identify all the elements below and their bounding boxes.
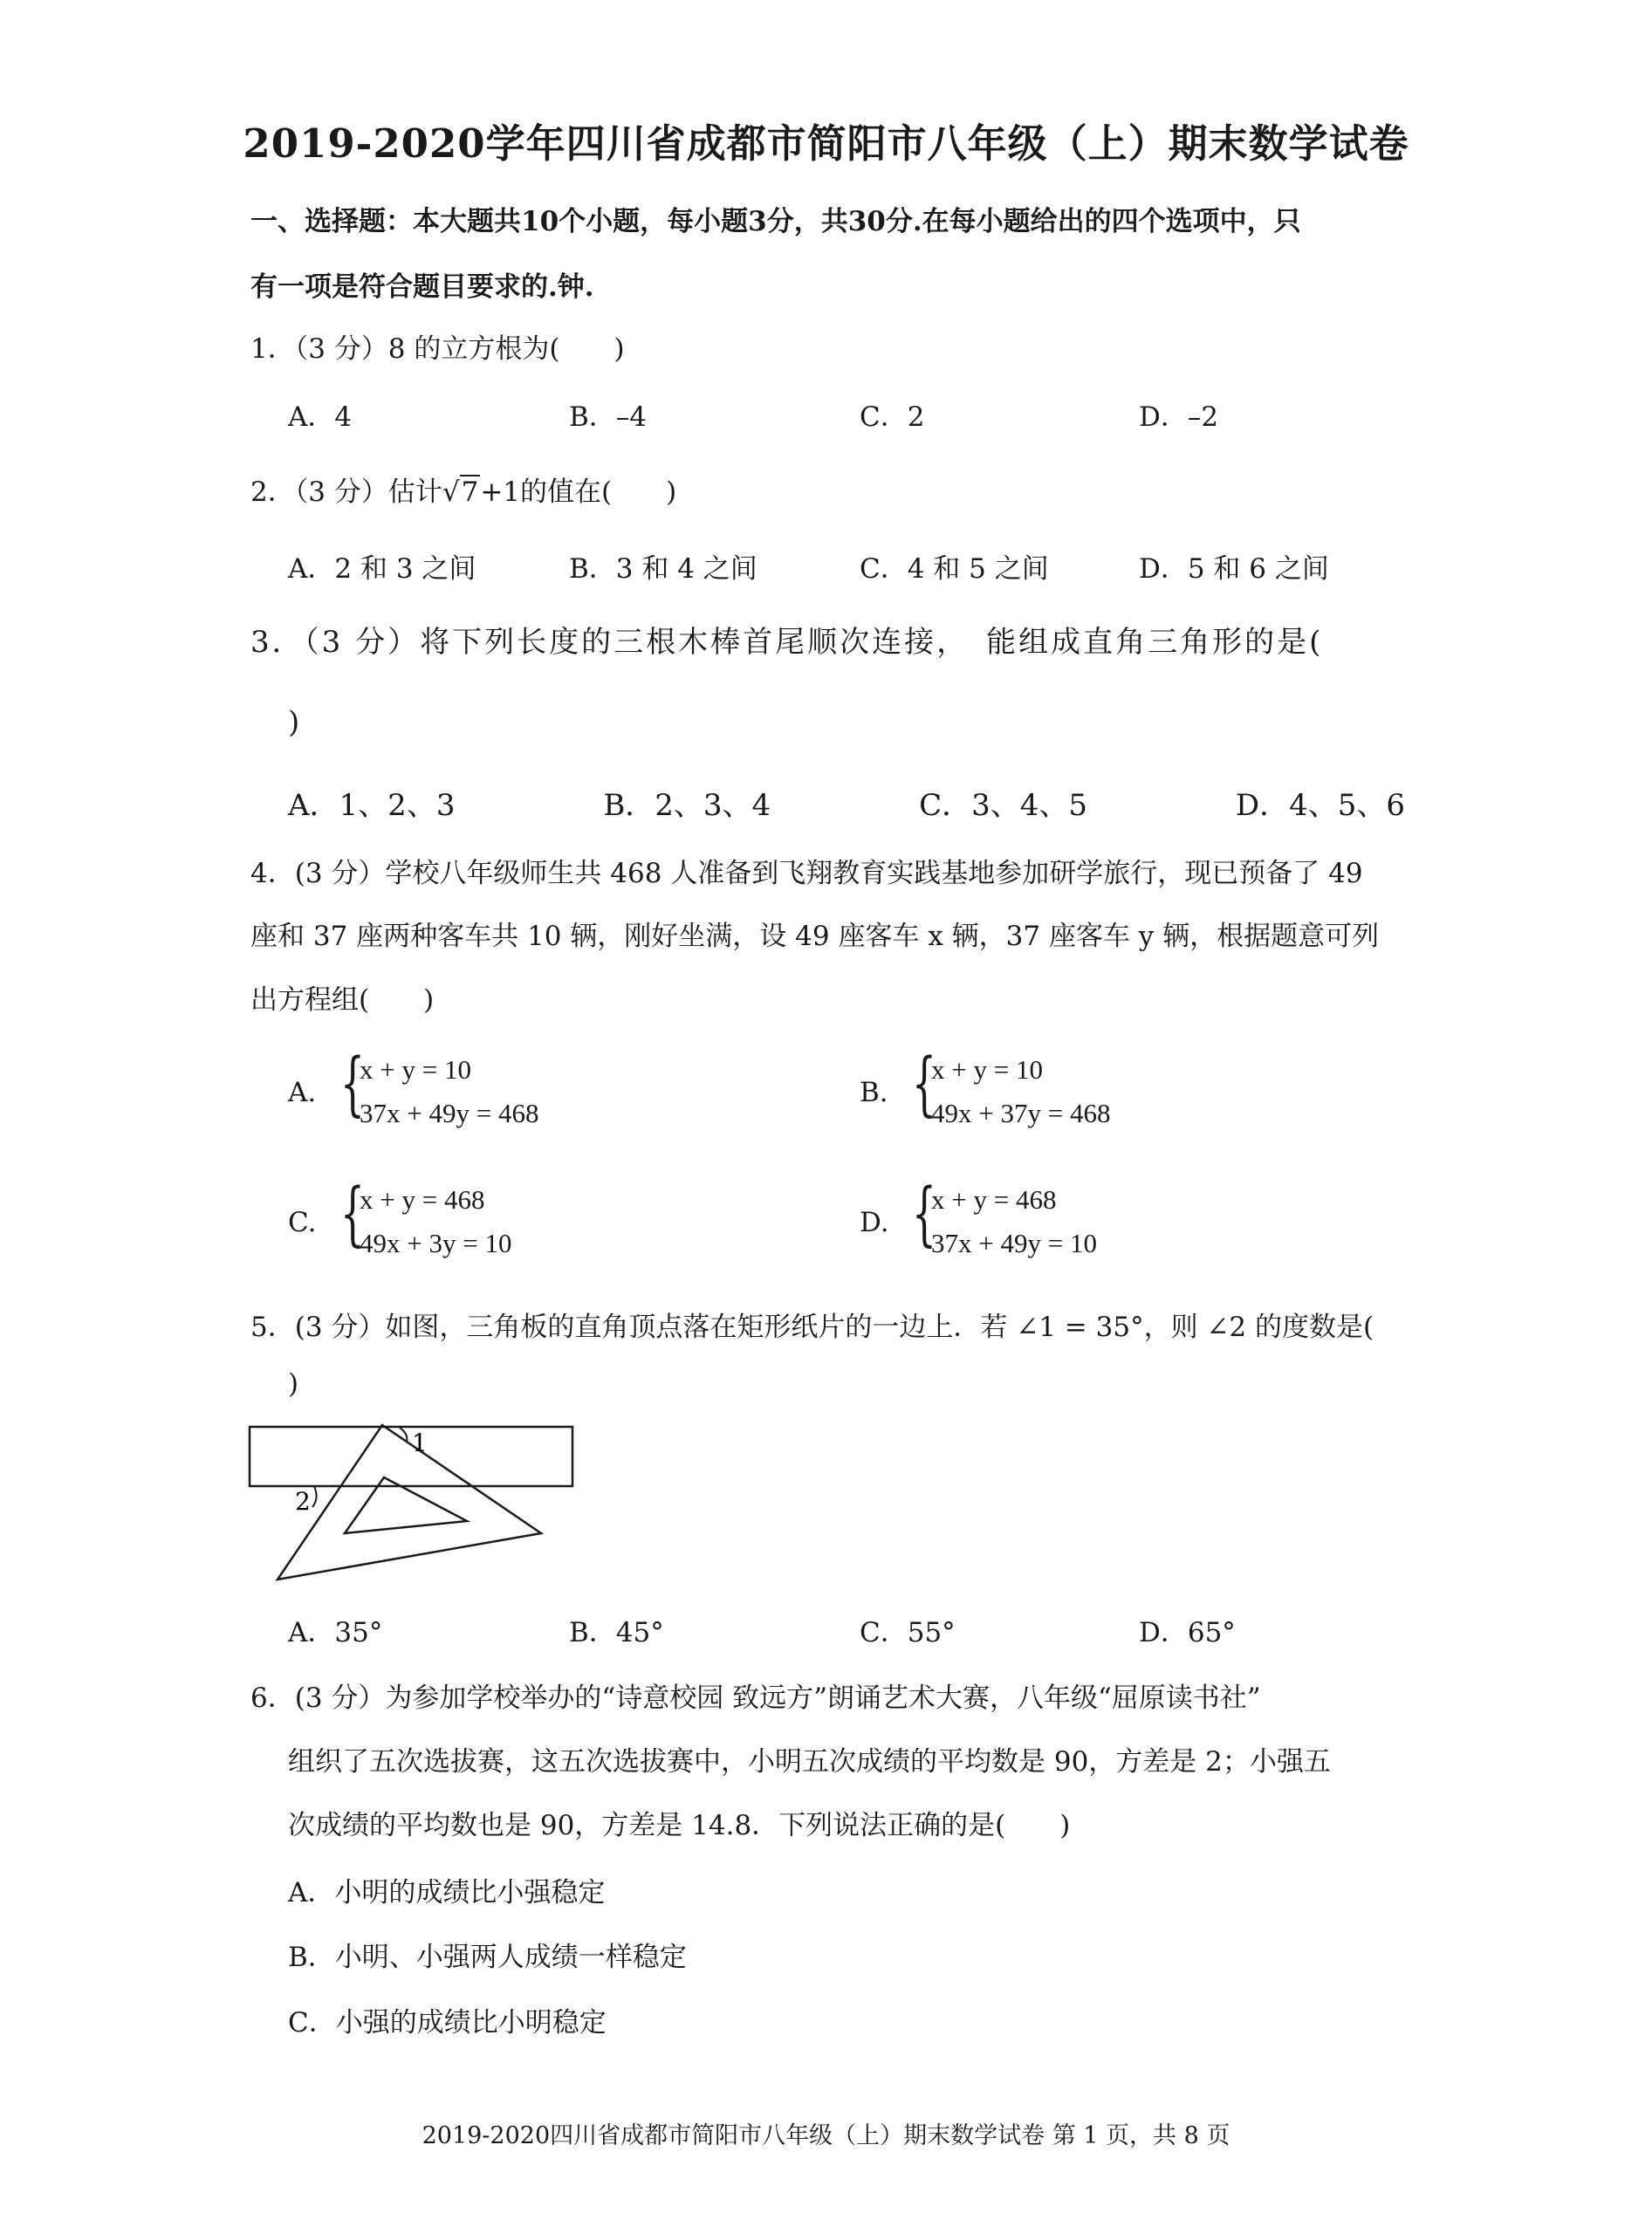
sqrt-symbol: √7 (442, 476, 479, 508)
q4-d-eq1: x + y = 468 (931, 1184, 1057, 1215)
q5-option-b: B．45° (569, 1617, 664, 1648)
q5-option-a: A．35° (288, 1617, 383, 1648)
q2-radicand: 7 (461, 476, 479, 508)
q3-option-d: D．4、5、6 (1235, 788, 1405, 823)
q2-option-b: B．3 和 4 之间 (569, 553, 757, 585)
q4-option-c-label: C. (288, 1207, 317, 1238)
q4-a-eq1: x + y = 10 (360, 1054, 471, 1085)
q3-options (288, 781, 1405, 824)
q5-option-c: C．55° (860, 1617, 956, 1648)
q5-figure (244, 1418, 585, 1593)
question-6-line3: 次成绩的平均数也是 90，方差是 14.8．下列说法正确的是( ) (288, 1810, 1071, 1841)
q4-a-eq2: 37x + 49y = 468 (360, 1098, 539, 1128)
q4-option-b-label: B. (860, 1077, 888, 1108)
q4-b-eq2: 49x + 37y = 468 (931, 1098, 1111, 1128)
q4-c-eq2: 49x + 3y = 10 (360, 1228, 512, 1258)
q1-option-d: D．–2 (1139, 401, 1219, 433)
question-4-line3: 出方程组( ) (250, 984, 435, 1016)
q1-option-a: A．4 (288, 401, 353, 433)
q4-d-eq2: 37x + 49y = 10 (931, 1228, 1097, 1258)
q4-b-eq1: x + y = 10 (931, 1054, 1043, 1085)
q2-option-c: C．4 和 5 之间 (860, 553, 1049, 585)
angle-1-label: 1 (412, 1429, 428, 1457)
question-1-stem: 1．（3 分）8 的立方根为( ) (250, 333, 625, 365)
brace-icon: { (340, 1043, 365, 1124)
page-footer: 2019-2020四川省成都市简阳市八年级（上）期末数学试卷 第 1 页，共 8 页 (422, 2122, 1230, 2149)
q1-option-b: B．–4 (569, 401, 648, 433)
q6-option-b: B．小明、小强两人成绩一样稳定 (288, 1942, 687, 1973)
question-5-line2: ) (288, 1368, 299, 1400)
q3-option-b: B．2、3、4 (603, 788, 771, 823)
question-3-stem-end: ) (288, 705, 303, 740)
q3-option-c: C．3、4、5 (919, 788, 1087, 823)
question-3-stem: 3．（3 分）将下列长度的三根木棒首尾顺次连接， 能组成直角三角形的是( (250, 625, 1324, 660)
brace-icon: { (340, 1173, 365, 1254)
section-heading-line1: 一、选择题：本大题共10个小题，每小题3分，共30分.在每小题给出的四个选项中，只 (250, 206, 1301, 237)
question-5-line1: 5．(3 分）如图，三角板的直角顶点落在矩形纸片的一边上．若 ∠1 = 35°，则 ∠2 的度数是( (250, 1312, 1374, 1343)
question-4-line1: 4．(3 分）学校八年级师生共 468 人准备到飞翔教育实践基地参加研学旅行，现已预备了 49 (250, 858, 1363, 889)
q3-option-a: A．1、2、3 (288, 788, 456, 823)
angle-2-label: 2 (295, 1487, 311, 1516)
q6-option-a: A．小明的成绩比小强稳定 (288, 1877, 606, 1908)
question-6-line1: 6．(3 分）为参加学校举办的“诗意校园 致远方”朗诵艺术大赛，八年级“屈原读书社” (250, 1682, 1261, 1714)
question-6-line2: 组织了五次选拔赛，这五次选拔赛中，小明五次成绩的平均数是 90，方差是 2；小强五 (288, 1746, 1331, 1778)
rectangle-paper (250, 1427, 572, 1486)
q4-option-a-label: A. (288, 1077, 317, 1108)
section-heading-line2: 有一项是符合题目要求的.钟. (250, 271, 594, 303)
brace-icon: { (912, 1173, 936, 1254)
q4-c-eq1: x + y = 468 (360, 1184, 485, 1215)
q4-option-d-label: D. (860, 1207, 889, 1238)
q2-stem-suffix: +1的值在( ) (480, 476, 677, 508)
angle-2-arc (312, 1486, 317, 1507)
exam-title: 2019-2020学年四川省成都市简阳市八年级（上）期末数学试卷 (243, 120, 1409, 167)
q1-option-c: C．2 (860, 401, 925, 433)
brace-icon: { (912, 1043, 936, 1124)
q5-option-d: D．65° (1139, 1617, 1236, 1648)
q6-option-c: C．小强的成绩比小明稳定 (288, 2007, 607, 2039)
question-4-line2: 座和 37 座两种客车共 10 辆，刚好坐满，设 49 座客车 x 辆，37 座客车 y 辆，根据题意可列 (250, 921, 1380, 952)
q2-stem-prefix: 2．（3 分）估计 (250, 476, 442, 508)
question-2-stem (250, 469, 676, 509)
triangle-ruler-outer (278, 1425, 541, 1580)
q2-option-d: D．5 和 6 之间 (1139, 553, 1329, 585)
q2-option-a: A．2 和 3 之间 (288, 553, 476, 585)
